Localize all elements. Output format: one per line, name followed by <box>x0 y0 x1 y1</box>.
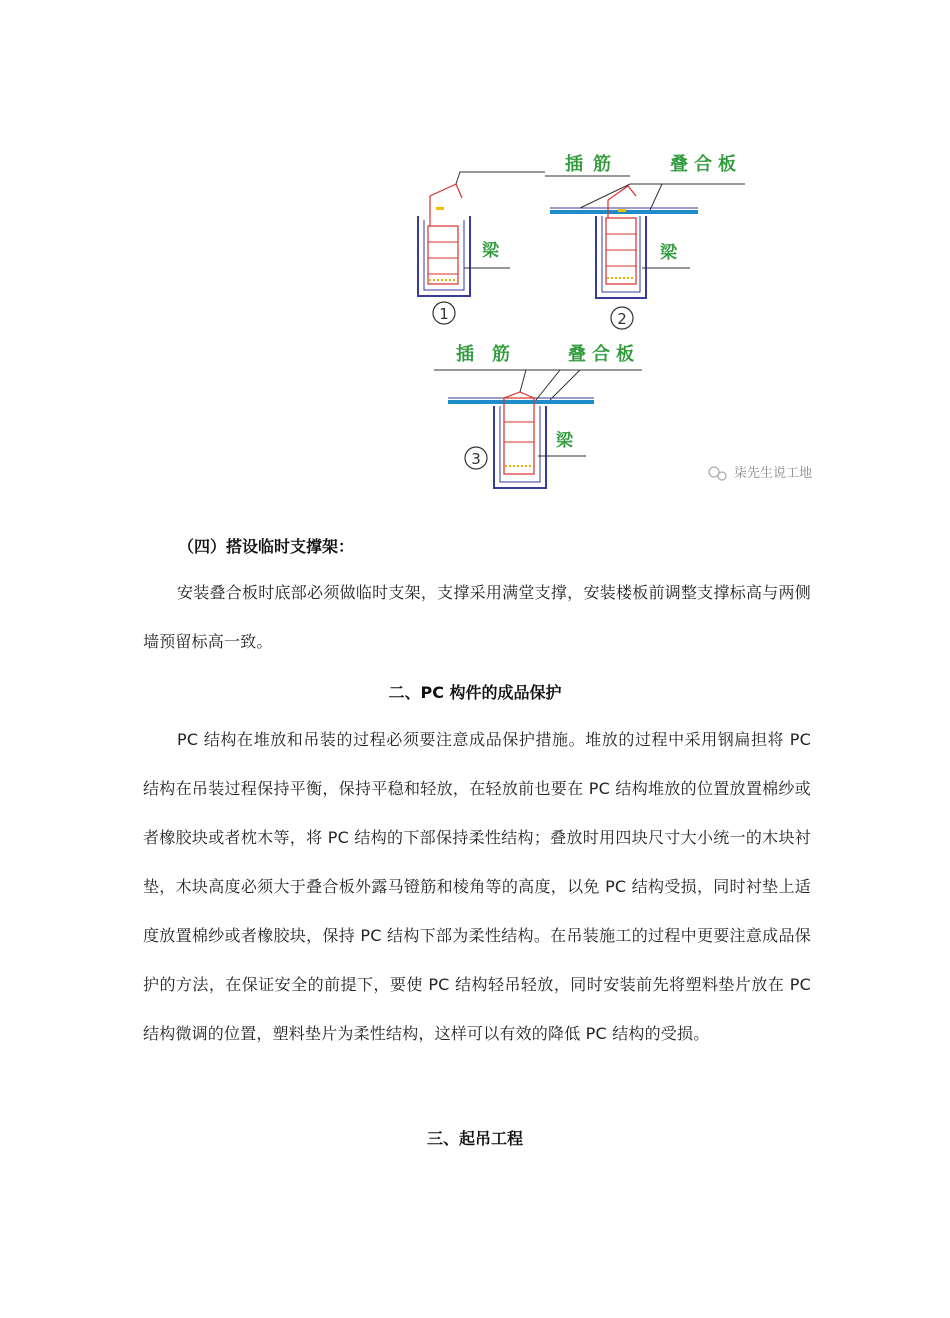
stirrup-2 <box>606 218 636 284</box>
beam-2-outer <box>596 216 646 298</box>
label-rebar-top: 插筋 <box>565 154 621 175</box>
rebar-mark-1 <box>436 207 444 210</box>
label-rebar-bottom: 插筋 <box>456 344 528 365</box>
diagram-3 <box>448 370 594 488</box>
rebar-hook-3 <box>504 392 534 398</box>
leader-slab-2 <box>650 184 662 210</box>
beam-label-2: 梁 <box>660 243 677 263</box>
beam-label-3: 梁 <box>556 431 573 451</box>
section-four-paragraph: 安装叠合板时底部必须做临时支架，支撑采用满堂支撑，安装楼板前调整支撑标高与两侧墙预留标高一致。 <box>143 583 811 651</box>
diagram-2 <box>550 184 698 329</box>
section-two-paragraph: PC 结构在堆放和吊装的过程必须要注意成品保护措施。堆放的过程中采用钢扁担将 PC 结构在吊装过程保持平衡，保持平稳和轻放，在轻放前也要在 PC 结构堆放的位置放置棉纱或者橡胶块或者枕木等，将 PC 结构的下部保持柔性结构；叠放时用四块尺寸大小统一的木块衬垫，木块高度必须大于叠合板外露马镫筋和棱角等的高度，以免 PC 结构受损，同时衬垫上适度放置棉纱或者橡胶块，保持 PC 结构下部为柔性结构。在吊装施工的过程中更要注意成品保护的方法，在保证安全的前提下，要使 PC 结构轻吊轻放，同时安装前先将塑料垫片放在 PC 结构微调的位置，塑料垫片为柔性结构，这样可以有效的降低 PC 结构的受损。 <box>143 730 811 1043</box>
section-two-heading: 二、PC 构件的成品保护 <box>388 683 562 702</box>
diagram-1 <box>418 172 545 324</box>
leader-rebar-3 <box>520 370 526 392</box>
section-three-heading: 三、起吊工程 <box>426 1129 523 1148</box>
number-1: 1 <box>439 305 449 323</box>
stirrup-3 <box>504 398 534 474</box>
leader-slab-3b <box>536 370 560 400</box>
label-slab-top: 叠合板 <box>670 154 742 175</box>
watermark-text: 柒先生说工地 <box>734 466 813 481</box>
wechat-icon-bubble <box>718 472 726 480</box>
number-3: 3 <box>471 450 481 468</box>
leader-rebar-2 <box>580 184 662 208</box>
beam-2-inner <box>602 216 640 292</box>
slab-3 <box>448 400 594 404</box>
leader-slab-3a <box>550 370 580 400</box>
number-2: 2 <box>617 310 627 328</box>
label-slab-bottom: 叠合板 <box>568 344 640 365</box>
beam-slab-diagram-svg <box>400 138 830 498</box>
stirrup-1 <box>428 226 458 284</box>
beam-3-outer <box>494 406 546 488</box>
beam-label-1: 梁 <box>482 241 499 261</box>
construction-diagram <box>400 138 830 498</box>
section-four-heading: （四）搭设临时支撑架： <box>178 537 355 556</box>
rebar-mark-2 <box>618 209 626 212</box>
rebar-hook-1 <box>430 184 462 226</box>
watermark <box>709 465 812 481</box>
leader-rebar-1 <box>456 172 545 184</box>
